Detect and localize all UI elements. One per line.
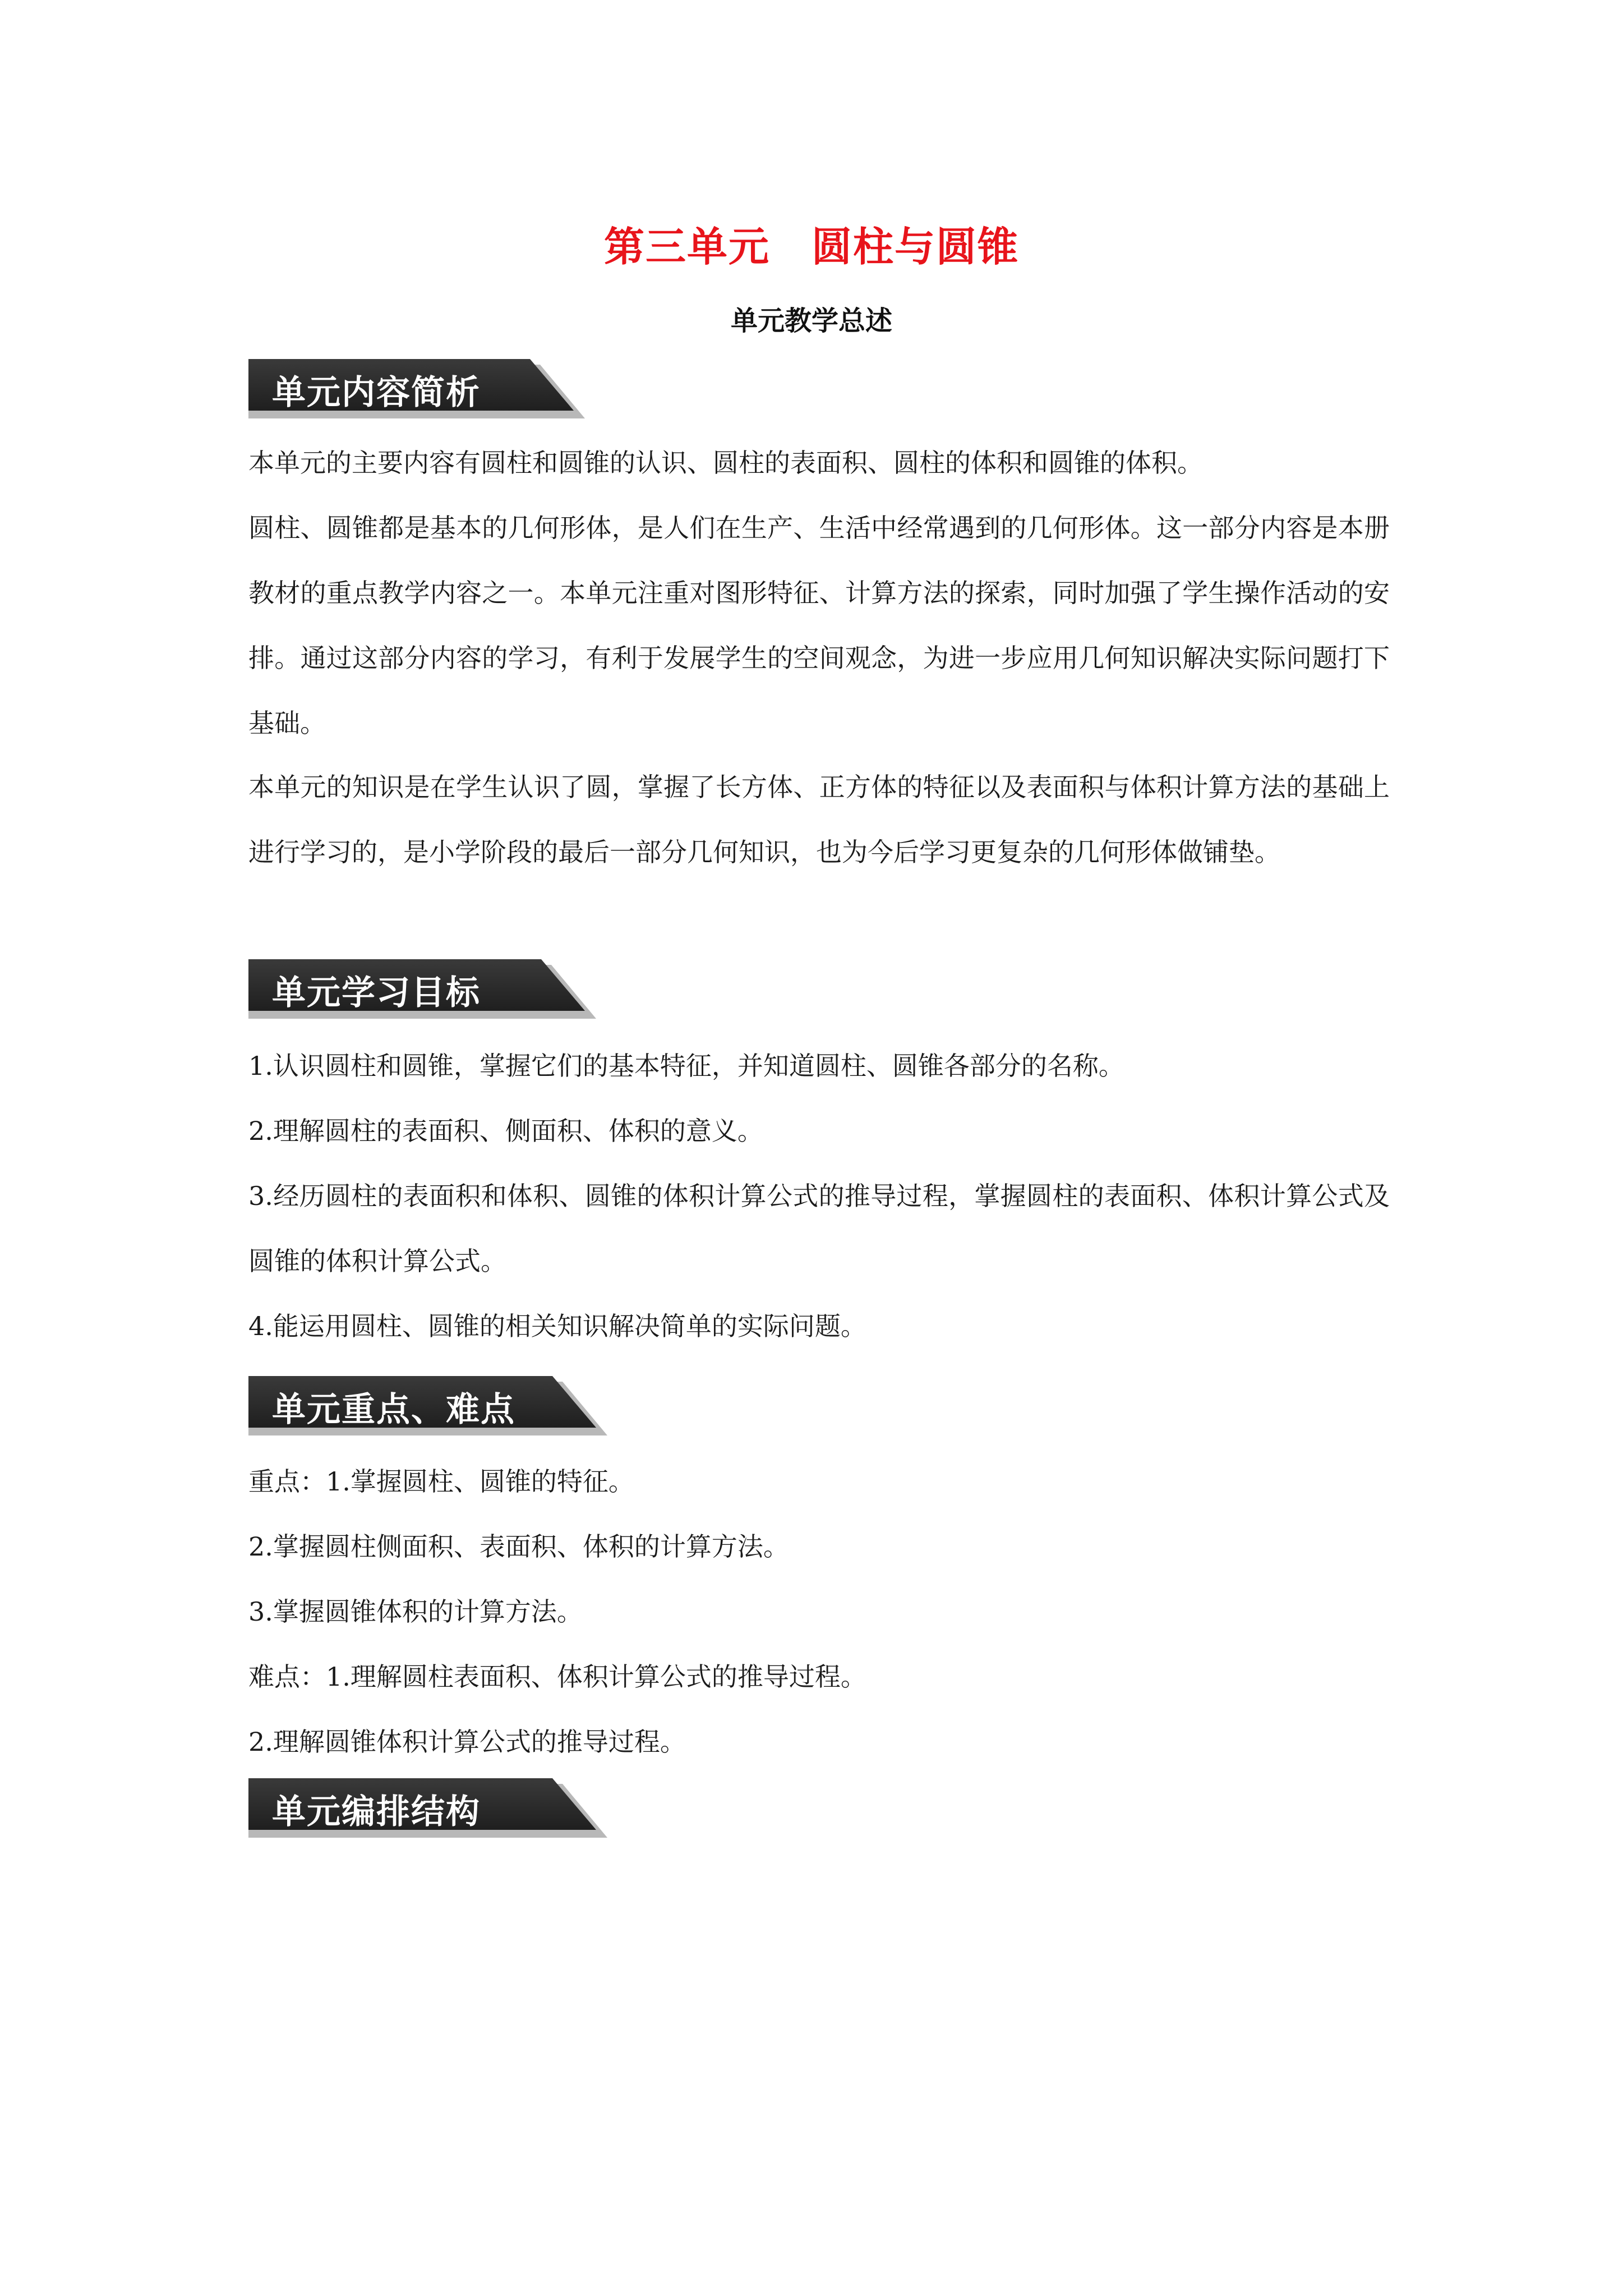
section-banner-content-analysis [248,359,585,418]
list-item: 2.理解圆柱的表面积、侧面积、体积的意义。 [248,1116,763,1146]
section-heading: 单元重点、难点 [272,1390,515,1429]
key-point-line: 重点：1.掌握圆柱、圆锥的特征。 [248,1466,634,1497]
paragraph: 圆柱、圆锥都是基本的几何形体，是人们在生产、生活中经常遇到的几何形体。这一部分内容是本册教材的重点教学内容之一。本单元注重对图形特征、计算方法的探索，同时加强了学生操作活动的安排。通过这部分内容的学习，有利于发展学生的空间观念，为进一步应用几何知识解决实际问题打下基础。 [248,513,1390,738]
key-point-line: 2.掌握圆柱侧面积、表面积、体积的计算方法。 [248,1531,789,1562]
section-banner-key-points [248,1376,607,1435]
section-heading: 单元编排结构 [272,1792,481,1832]
list-item: 3.经历圆柱的表面积和体积、圆锥的体积计算公式的推导过程，掌握圆柱的表面积、体积计算公式及圆锥的体积计算公式。 [248,1181,1390,1276]
paragraph: 本单元的主要内容有圆柱和圆锥的认识、圆柱的表面积、圆柱的体积和圆锥的体积。 [248,448,1203,478]
section-heading: 单元内容简析 [272,373,481,412]
section-heading: 单元学习目标 [272,973,481,1013]
paragraph: 本单元的知识是在学生认识了圆，掌握了长方体、正方体的特征以及表面积与体积计算方法的基础上进行学习的，是小学阶段的最后一部分几何知识，也为今后学习更复杂的几何形体做铺垫。 [248,772,1390,867]
page-title: 第三单元 圆柱与圆锥 [603,223,1019,270]
difficult-point-line: 难点：1.理解圆柱表面积、体积计算公式的推导过程。 [248,1662,866,1692]
key-point-line: 3.掌握圆锥体积的计算方法。 [248,1596,583,1627]
page-subtitle: 单元教学总述 [730,305,892,337]
difficult-point-line: 2.理解圆锥体积计算公式的推导过程。 [248,1727,686,1757]
list-item: 4.能运用圆柱、圆锥的相关知识解决简单的实际问题。 [248,1311,866,1341]
section-banner-learning-goals [248,959,596,1019]
list-item: 1.认识圆柱和圆锥，掌握它们的基本特征，并知道圆柱、圆锥各部分的名称。 [248,1051,1124,1081]
section-banner-structure [248,1778,607,1838]
